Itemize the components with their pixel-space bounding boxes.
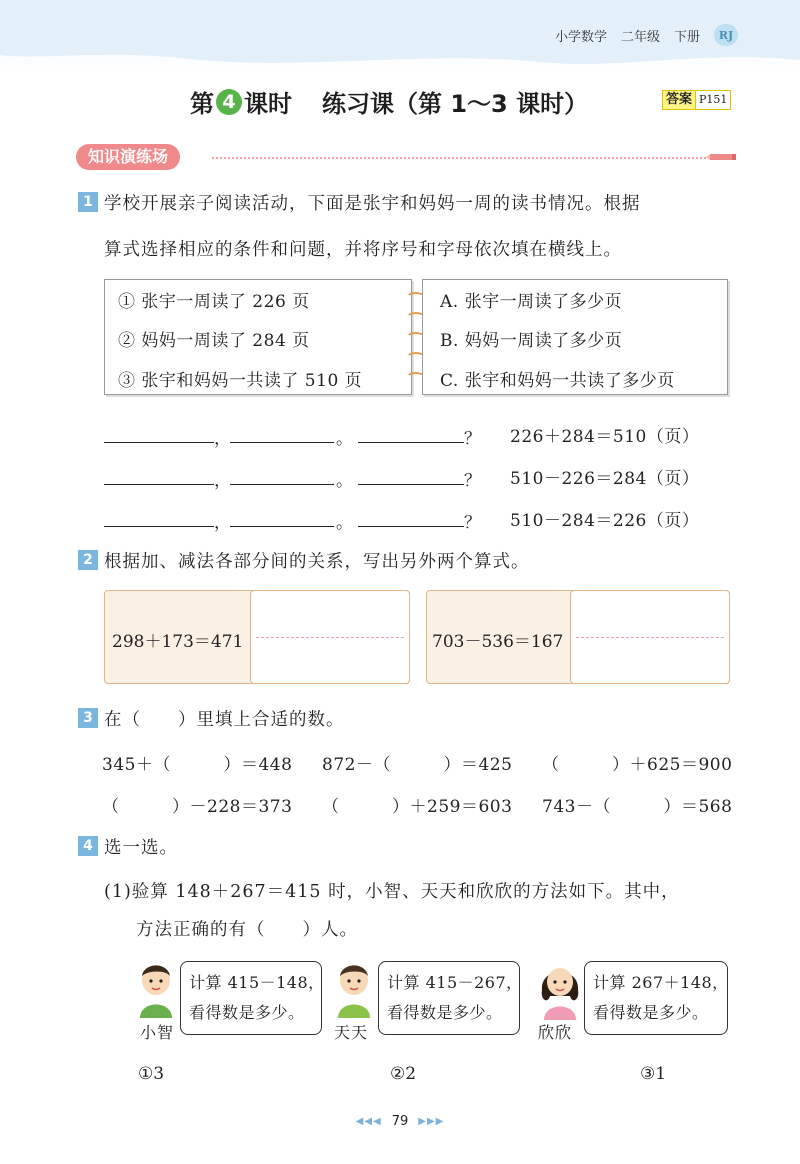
question-4-text: 选一选。 — [104, 838, 178, 858]
lesson-name: 练习课（第 1～3 课时） — [322, 90, 589, 118]
condition-2: ② 妈妈一周读了 284 页 — [118, 331, 310, 351]
fill-item[interactable]: 743－（ ）＝568 — [542, 797, 733, 817]
question-option-c: C. 张宇和妈妈一共读了多少页 — [440, 371, 675, 391]
volume-label: 下册 — [673, 29, 700, 45]
page-footer — [340, 1114, 460, 1129]
page-title — [190, 84, 588, 119]
answer-blank[interactable] — [358, 526, 464, 527]
question-4-sub1-line2: 方法正确的有（ ）人。 — [136, 920, 358, 940]
fill-item[interactable]: （ ）－228＝373 — [102, 797, 293, 817]
equation-card-1-given: 298＋173＝471 — [112, 632, 244, 652]
speech-bubble-tiantian: 计算 415－267， 看得数是多少。 — [378, 961, 520, 1035]
kid-name-xiaozhi: 小智 — [140, 1023, 175, 1042]
header-info — [555, 24, 738, 46]
question-2-text: 根据加、减法各部分间的关系，写出另外两个算式。 — [104, 552, 530, 572]
equation-2: 510－226＝284（页） — [510, 469, 700, 489]
question-3-text: 在（ ）里填上合适的数。 — [104, 710, 345, 730]
page-number: 79 — [391, 1114, 409, 1129]
section-dotted-line — [212, 157, 710, 159]
question-option-b: B. 妈妈一周读了多少页 — [440, 331, 623, 351]
question-4-number: 4 — [78, 836, 98, 856]
grade-label: 二年级 — [620, 29, 660, 45]
question-4-sub1-line1: (1)验算 148＋267＝415 时，小智、天天和欣欣的方法如下。其中， — [104, 882, 680, 902]
pencil-icon — [706, 152, 736, 162]
choice-option-3[interactable]: ③1 — [640, 1064, 667, 1084]
fill-item[interactable]: 872－（ ）＝425 — [322, 755, 513, 775]
subject-label: 小学数学 — [554, 29, 607, 45]
question-option-a: A. 张宇一周读了多少页 — [440, 292, 623, 312]
question-1-text-line2: 算式选择相应的条件和问题，并将序号和字母依次填在横线上。 — [104, 240, 622, 260]
answer-blank[interactable] — [104, 484, 214, 485]
answer-blank[interactable] — [230, 484, 334, 485]
question-1-text-line1: 学校开展亲子阅读活动，下面是张宇和妈妈一周的读书情况。根据 — [104, 194, 641, 214]
equation-card-2-given: 703－536＝167 — [432, 632, 564, 652]
answer-blank[interactable] — [230, 526, 334, 527]
question-2-number: 2 — [78, 550, 98, 570]
equation-3: 510－284＝226（页） — [510, 511, 700, 531]
answer-page: P151 — [695, 91, 730, 109]
condition-3: ③ 张宇和妈妈一共读了 510 页 — [118, 371, 363, 391]
speech-bubble-xinxin: 计算 267＋148， 看得数是多少。 — [584, 961, 728, 1035]
arrow-right-icon: ▶▶▶ — [418, 1116, 445, 1127]
lesson-number-badge: 4 — [216, 89, 242, 115]
question-3-number: 3 — [78, 708, 98, 728]
section-banner: 知识演练场 — [76, 144, 180, 170]
title-prefix: 第 — [190, 90, 214, 118]
answer-label: 答案 — [666, 92, 693, 107]
answer-blank[interactable] — [104, 442, 214, 443]
answer-blank[interactable] — [358, 442, 464, 443]
answer-blank[interactable] — [230, 442, 334, 443]
fill-item[interactable]: （ ）＋625＝900 — [542, 755, 733, 775]
arrow-left-icon: ◀◀◀ — [355, 1116, 382, 1127]
title-suffix: 课时 — [244, 90, 292, 118]
fill-item[interactable]: （ ）＋259＝603 — [322, 797, 513, 817]
choice-option-1[interactable]: ①3 — [138, 1064, 165, 1084]
fill-item[interactable]: 345＋（ ）＝448 — [102, 755, 293, 775]
equation-1: 226＋284＝510（页） — [510, 427, 700, 447]
kid-name-xinxin: 欣欣 — [538, 1023, 573, 1042]
answer-reference — [662, 90, 731, 110]
answer-blank[interactable] — [358, 484, 464, 485]
answer-blank[interactable] — [104, 526, 214, 527]
kid-name-tiantian: 天天 — [334, 1023, 369, 1042]
choice-option-2[interactable]: ②2 — [390, 1064, 417, 1084]
condition-1: ① 张宇一周读了 226 页 — [118, 292, 310, 312]
edition-badge: RJ — [714, 24, 738, 46]
speech-bubble-xiaozhi: 计算 415－148， 看得数是多少。 — [180, 961, 322, 1035]
question-1-number: 1 — [78, 192, 98, 212]
